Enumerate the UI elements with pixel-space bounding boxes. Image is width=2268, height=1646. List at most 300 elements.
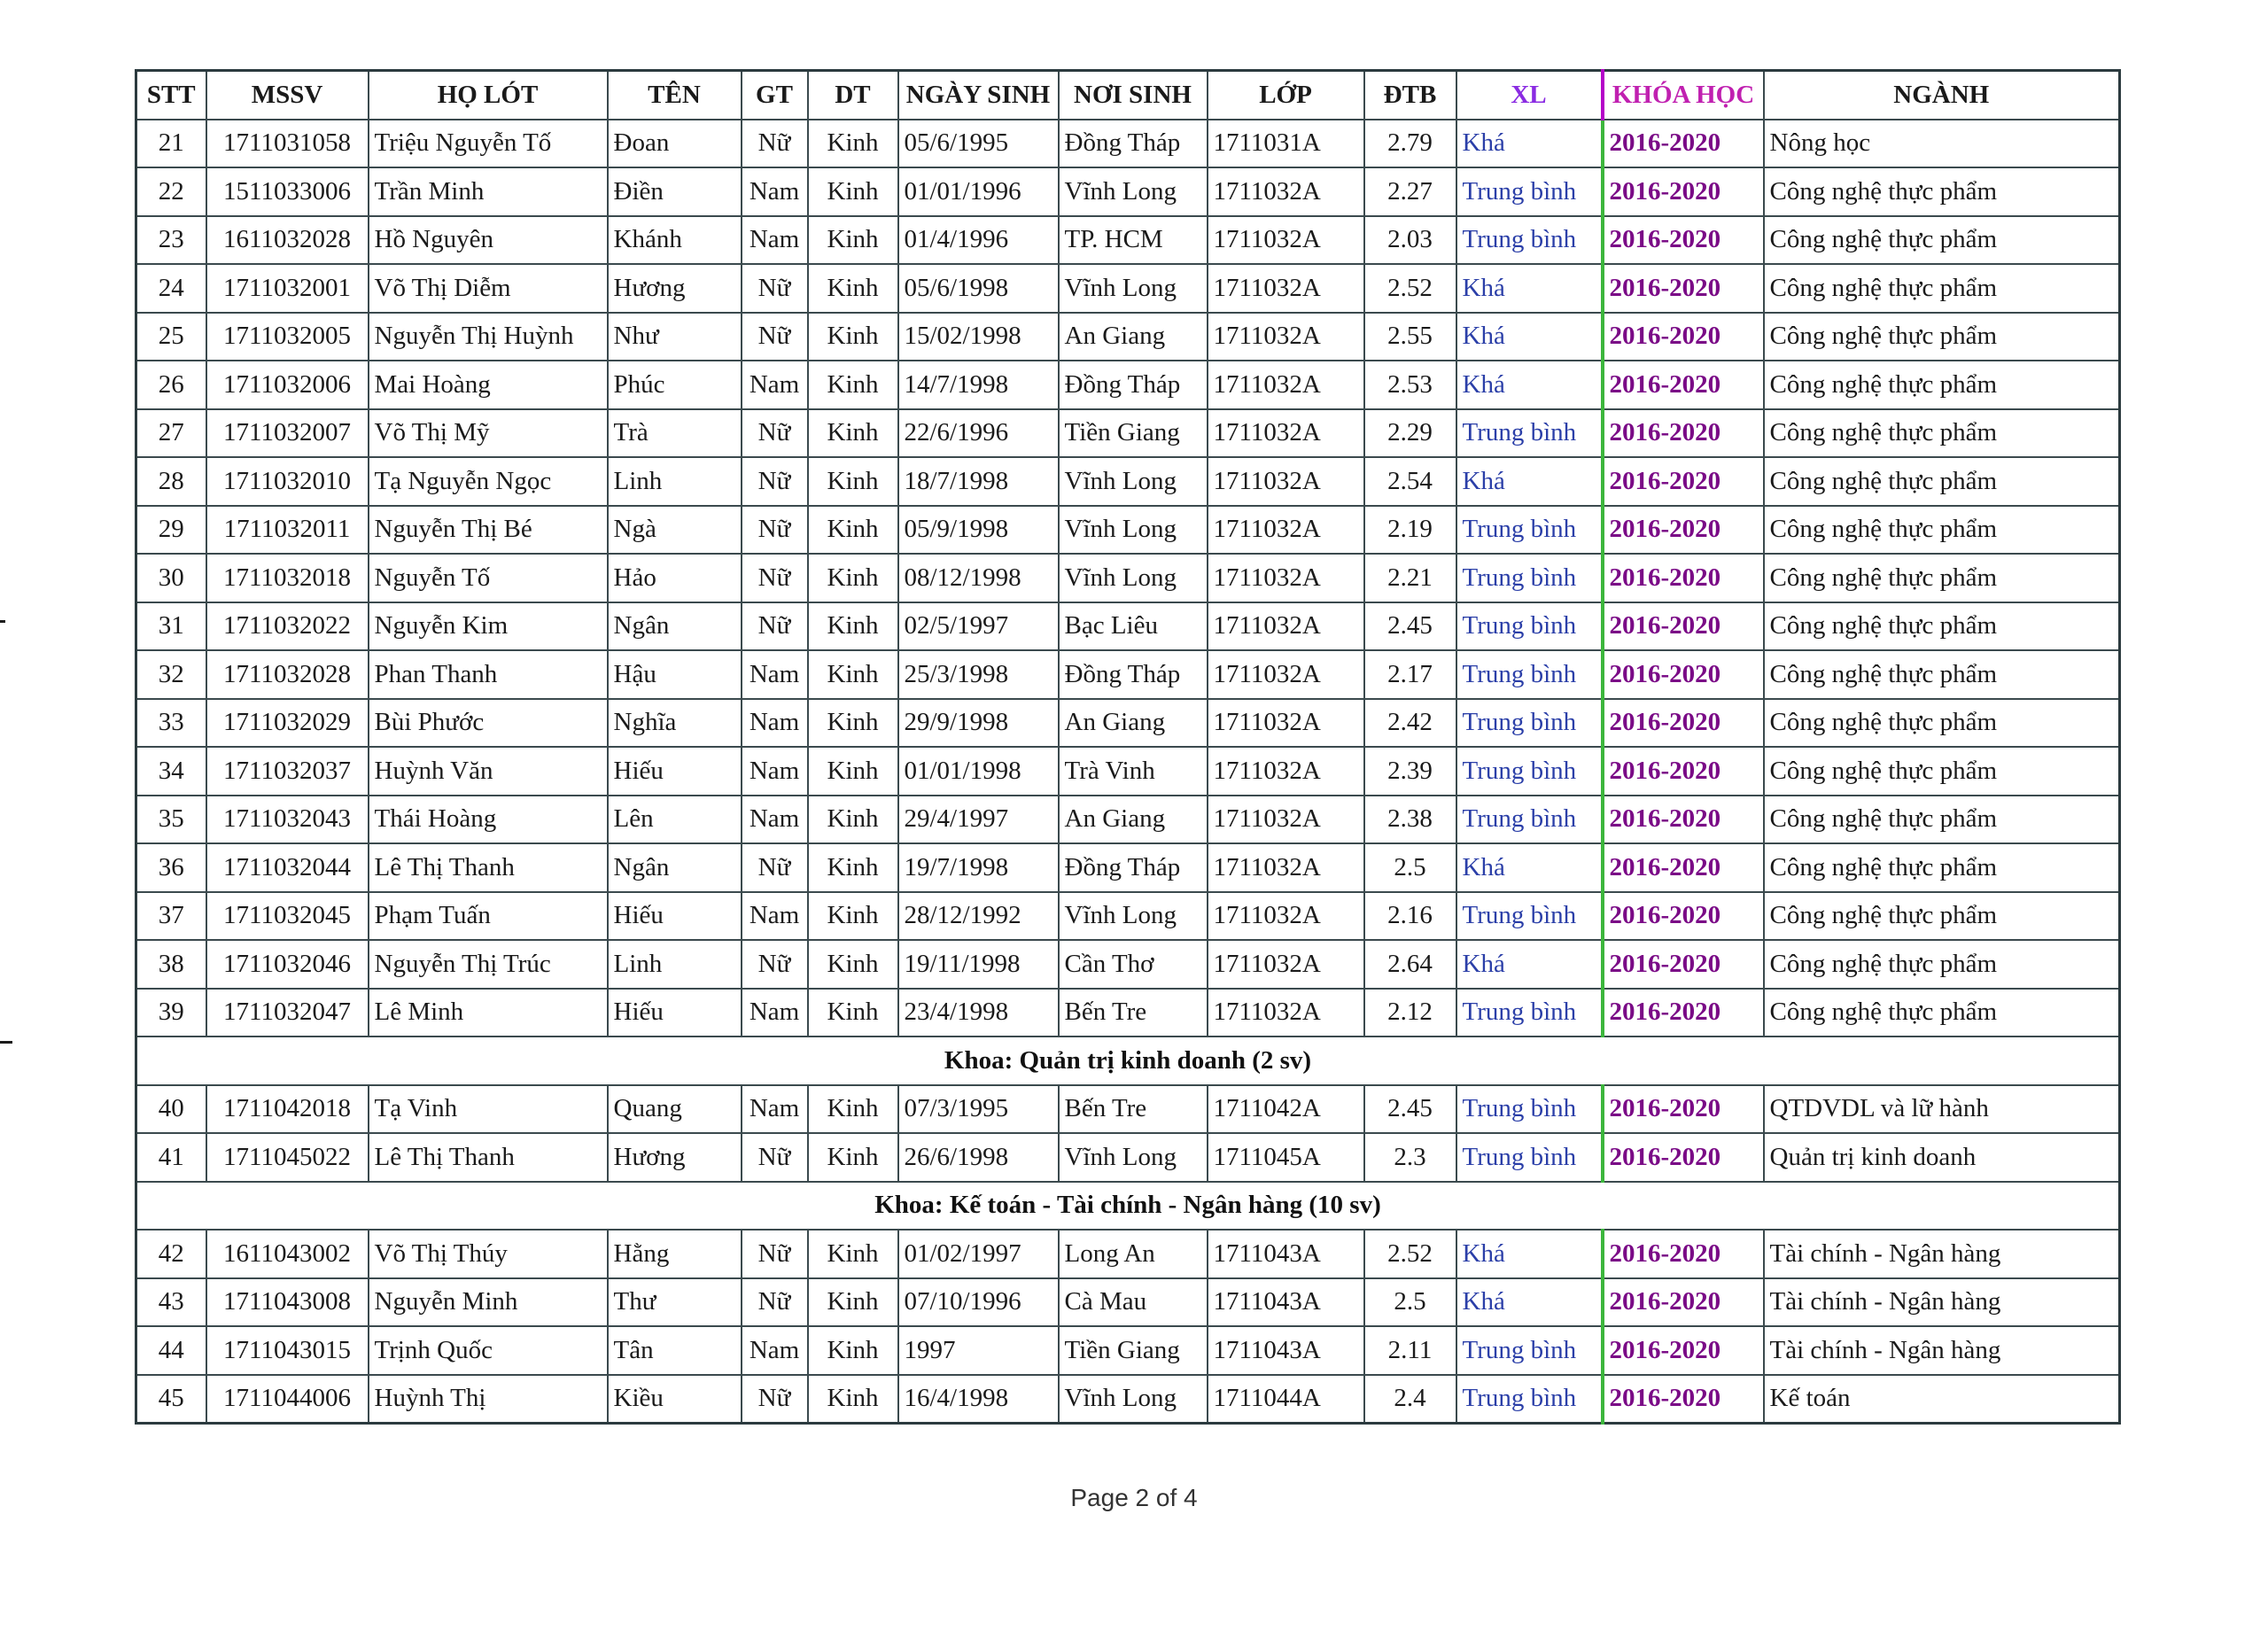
cell-ngay-sinh: 01/01/1998 [898,747,1059,796]
cell-khoa-hoc: 2016-2020 [1603,216,1764,265]
cell-khoa-hoc: 2016-2020 [1603,120,1764,168]
student-table [135,69,2121,1425]
cell-ten: Hiếu [608,989,742,1037]
cell-nganh: Công nghệ thực phẩm [1764,554,2120,602]
cell-gt: Nam [742,1326,808,1375]
cell-xl: Khá [1456,313,1603,361]
cell-ho-lot: Nguyễn Tố [369,554,608,602]
cell-xl: Trung bình [1456,506,1603,555]
cell-noi-sinh: Vĩnh Long [1059,1133,1208,1182]
cell-ngay-sinh: 29/9/1998 [898,699,1059,748]
cell-nganh: Công nghệ thực phẩm [1764,892,2120,941]
cell-noi-sinh: Trà Vinh [1059,747,1208,796]
cell-stt: 22 [136,167,206,216]
header-noi-sinh: NƠI SINH [1059,71,1208,120]
cell-nganh: Công nghệ thực phẩm [1764,216,2120,265]
cell-khoa-hoc: 2016-2020 [1603,264,1764,313]
cell-lop: 1711043A [1208,1278,1364,1327]
cell-ngay-sinh: 05/6/1998 [898,264,1059,313]
section-title: Khoa: Quản trị kinh doanh (2 sv) [136,1037,2120,1085]
cell-gt: Nữ [742,1133,808,1182]
cell-ngay-sinh: 07/10/1996 [898,1278,1059,1327]
cell-mssv: 1711032045 [206,892,369,941]
cell-ho-lot: Võ Thị Mỹ [369,409,608,458]
cell-lop: 1711032A [1208,989,1364,1037]
header-gt: GT [742,71,808,120]
cell-noi-sinh: Cà Mau [1059,1278,1208,1327]
cell-lop: 1711032A [1208,602,1364,651]
cell-lop: 1711044A [1208,1375,1364,1424]
scan-mark-left-top [0,620,5,623]
cell-ngay-sinh: 23/4/1998 [898,989,1059,1037]
cell-gt: Nữ [742,409,808,458]
cell-xl: Khá [1456,843,1603,892]
cell-stt: 36 [136,843,206,892]
cell-khoa-hoc: 2016-2020 [1603,409,1764,458]
cell-khoa-hoc: 2016-2020 [1603,1230,1764,1278]
cell-khoa-hoc: 2016-2020 [1603,506,1764,555]
cell-khoa-hoc: 2016-2020 [1603,1375,1764,1424]
cell-dtb: 2.5 [1364,843,1456,892]
cell-mssv: 1611043002 [206,1230,369,1278]
cell-ten: Hiếu [608,747,742,796]
cell-noi-sinh: Vĩnh Long [1059,1375,1208,1424]
cell-stt: 38 [136,940,206,989]
cell-noi-sinh: Tiền Giang [1059,409,1208,458]
table-row [136,602,2120,651]
cell-ten: Nghĩa [608,699,742,748]
cell-xl: Trung bình [1456,1326,1603,1375]
cell-mssv: 1711032047 [206,989,369,1037]
header-khoa-hoc: KHÓA HỌC [1603,71,1764,120]
table-row [136,409,2120,458]
cell-lop: 1711032A [1208,699,1364,748]
cell-xl: Trung bình [1456,892,1603,941]
header-xl: XL [1456,71,1603,120]
cell-stt: 24 [136,264,206,313]
cell-ngay-sinh: 1997 [898,1326,1059,1375]
cell-noi-sinh: Vĩnh Long [1059,457,1208,506]
cell-nganh: Công nghệ thực phẩm [1764,264,2120,313]
cell-lop: 1711032A [1208,361,1364,409]
cell-stt: 35 [136,796,206,844]
cell-lop: 1711032A [1208,506,1364,555]
cell-xl: Trung bình [1456,989,1603,1037]
table-row [136,1085,2120,1134]
cell-xl: Khá [1456,120,1603,168]
cell-dtb: 2.42 [1364,699,1456,748]
cell-stt: 45 [136,1375,206,1424]
cell-nganh: Công nghệ thực phẩm [1764,650,2120,699]
cell-dt: Kinh [808,457,898,506]
cell-nganh: Công nghệ thực phẩm [1764,409,2120,458]
cell-gt: Nam [742,747,808,796]
cell-xl: Trung bình [1456,747,1603,796]
cell-lop: 1711032A [1208,216,1364,265]
cell-ten: Ngân [608,602,742,651]
cell-nganh: Quản trị kinh doanh [1764,1133,2120,1182]
cell-gt: Nữ [742,1230,808,1278]
cell-mssv: 1611032028 [206,216,369,265]
cell-ten: Đoan [608,120,742,168]
cell-khoa-hoc: 2016-2020 [1603,457,1764,506]
cell-gt: Nam [742,361,808,409]
cell-dt: Kinh [808,361,898,409]
cell-ten: Điền [608,167,742,216]
cell-khoa-hoc: 2016-2020 [1603,313,1764,361]
cell-lop: 1711032A [1208,167,1364,216]
cell-khoa-hoc: 2016-2020 [1603,602,1764,651]
cell-gt: Nữ [742,602,808,651]
cell-khoa-hoc: 2016-2020 [1603,1085,1764,1134]
cell-dt: Kinh [808,167,898,216]
cell-dtb: 2.79 [1364,120,1456,168]
cell-khoa-hoc: 2016-2020 [1603,843,1764,892]
cell-stt: 37 [136,892,206,941]
cell-nganh: Kế toán [1764,1375,2120,1424]
cell-ngay-sinh: 26/6/1998 [898,1133,1059,1182]
cell-ngay-sinh: 15/02/1998 [898,313,1059,361]
cell-ngay-sinh: 22/6/1996 [898,409,1059,458]
cell-dtb: 2.52 [1364,264,1456,313]
cell-ho-lot: Võ Thị Thúy [369,1230,608,1278]
cell-dt: Kinh [808,650,898,699]
cell-stt: 34 [136,747,206,796]
cell-noi-sinh: Vĩnh Long [1059,167,1208,216]
cell-dtb: 2.29 [1364,409,1456,458]
cell-stt: 32 [136,650,206,699]
cell-lop: 1711032A [1208,892,1364,941]
table-row [136,313,2120,361]
cell-mssv: 1711045022 [206,1133,369,1182]
cell-stt: 23 [136,216,206,265]
cell-ten: Ngà [608,506,742,555]
cell-mssv: 1711032006 [206,361,369,409]
cell-khoa-hoc: 2016-2020 [1603,796,1764,844]
table-row [136,843,2120,892]
cell-mssv: 1711032043 [206,796,369,844]
cell-gt: Nam [742,892,808,941]
cell-ho-lot: Hồ Nguyên [369,216,608,265]
table-row [136,264,2120,313]
cell-gt: Nam [742,1085,808,1134]
cell-khoa-hoc: 2016-2020 [1603,940,1764,989]
table-row [136,650,2120,699]
cell-ngay-sinh: 05/6/1995 [898,120,1059,168]
cell-ho-lot: Phan Thanh [369,650,608,699]
cell-dt: Kinh [808,264,898,313]
cell-dt: Kinh [808,1230,898,1278]
cell-dtb: 2.12 [1364,989,1456,1037]
page-footer: Page 2 of 4 [1070,1484,1198,1511]
cell-xl: Trung bình [1456,554,1603,602]
section-header-ketoan [136,1182,2120,1231]
cell-nganh: Công nghệ thực phẩm [1764,506,2120,555]
header-row [136,71,2120,120]
cell-xl: Trung bình [1456,409,1603,458]
cell-ngay-sinh: 05/9/1998 [898,506,1059,555]
cell-dtb: 2.16 [1364,892,1456,941]
cell-stt: 27 [136,409,206,458]
cell-ten: Hương [608,1133,742,1182]
cell-noi-sinh: Bến Tre [1059,989,1208,1037]
cell-stt: 21 [136,120,206,168]
cell-ten: Hương [608,264,742,313]
cell-noi-sinh: Đồng Tháp [1059,361,1208,409]
cell-stt: 44 [136,1326,206,1375]
cell-lop: 1711032A [1208,940,1364,989]
cell-ngay-sinh: 08/12/1998 [898,554,1059,602]
group-b-rows [136,1085,2120,1182]
cell-gt: Nữ [742,120,808,168]
cell-mssv: 1711042018 [206,1085,369,1134]
cell-khoa-hoc: 2016-2020 [1603,1278,1764,1327]
header-ten: TÊN [608,71,742,120]
cell-mssv: 1711032046 [206,940,369,989]
cell-ten: Hậu [608,650,742,699]
cell-ho-lot: Tạ Vinh [369,1085,608,1134]
cell-ten: Phúc [608,361,742,409]
cell-dtb: 2.4 [1364,1375,1456,1424]
cell-ho-lot: Nguyễn Thị Huỳnh [369,313,608,361]
cell-ho-lot: Trịnh Quốc [369,1326,608,1375]
cell-xl: Trung bình [1456,1133,1603,1182]
cell-khoa-hoc: 2016-2020 [1603,167,1764,216]
cell-dtb: 2.5 [1364,1278,1456,1327]
header-lop: LỚP [1208,71,1364,120]
table-row [136,167,2120,216]
cell-dtb: 2.3 [1364,1133,1456,1182]
cell-ngay-sinh: 25/3/1998 [898,650,1059,699]
cell-khoa-hoc: 2016-2020 [1603,650,1764,699]
cell-dtb: 2.03 [1364,216,1456,265]
cell-gt: Nữ [742,313,808,361]
cell-gt: Nam [742,167,808,216]
cell-dt: Kinh [808,747,898,796]
cell-nganh: Công nghệ thực phẩm [1764,747,2120,796]
cell-ngay-sinh: 02/5/1997 [898,602,1059,651]
cell-gt: Nữ [742,457,808,506]
cell-noi-sinh: Vĩnh Long [1059,506,1208,555]
cell-lop: 1711042A [1208,1085,1364,1134]
cell-ngay-sinh: 01/02/1997 [898,1230,1059,1278]
cell-mssv: 1711043008 [206,1278,369,1327]
cell-mssv: 1711032005 [206,313,369,361]
cell-stt: 31 [136,602,206,651]
cell-noi-sinh: Vĩnh Long [1059,554,1208,602]
cell-noi-sinh: Vĩnh Long [1059,892,1208,941]
cell-xl: Trung bình [1456,650,1603,699]
cell-noi-sinh: Đồng Tháp [1059,120,1208,168]
cell-dt: Kinh [808,120,898,168]
cell-stt: 26 [136,361,206,409]
table-row [136,989,2120,1037]
cell-nganh: Công nghệ thực phẩm [1764,602,2120,651]
table-row [136,1278,2120,1327]
cell-mssv: 1711032010 [206,457,369,506]
cell-xl: Khá [1456,940,1603,989]
cell-ngay-sinh: 07/3/1995 [898,1085,1059,1134]
cell-nganh: Công nghệ thực phẩm [1764,361,2120,409]
cell-nganh: QTDVDL và lữ hành [1764,1085,2120,1134]
cell-khoa-hoc: 2016-2020 [1603,1326,1764,1375]
cell-dt: Kinh [808,313,898,361]
cell-mssv: 1711032037 [206,747,369,796]
cell-nganh: Công nghệ thực phẩm [1764,843,2120,892]
cell-noi-sinh: Đồng Tháp [1059,650,1208,699]
cell-ho-lot: Nguyễn Thị Bé [369,506,608,555]
cell-ten: Linh [608,457,742,506]
cell-xl: Khá [1456,361,1603,409]
cell-xl: Trung bình [1456,167,1603,216]
cell-dt: Kinh [808,506,898,555]
header-ngay-sinh: NGÀY SINH [898,71,1059,120]
cell-ho-lot: Huỳnh Văn [369,747,608,796]
cell-ten: Linh [608,940,742,989]
cell-dtb: 2.38 [1364,796,1456,844]
cell-dt: Kinh [808,1375,898,1424]
header-nganh: NGÀNH [1764,71,2120,120]
cell-ten: Hảo [608,554,742,602]
cell-dtb: 2.45 [1364,1085,1456,1134]
scan-mark-left-bottom [0,1041,12,1044]
table-row [136,1375,2120,1424]
cell-nganh: Nông học [1764,120,2120,168]
cell-dt: Kinh [808,796,898,844]
cell-dt: Kinh [808,602,898,651]
cell-mssv: 1511033006 [206,167,369,216]
cell-dtb: 2.17 [1364,650,1456,699]
cell-ho-lot: Trần Minh [369,167,608,216]
cell-dt: Kinh [808,843,898,892]
cell-dt: Kinh [808,892,898,941]
cell-noi-sinh: TP. HCM [1059,216,1208,265]
cell-ho-lot: Nguyễn Kim [369,602,608,651]
cell-ho-lot: Tạ Nguyễn Ngọc [369,457,608,506]
cell-mssv: 1711032029 [206,699,369,748]
cell-ten: Thư [608,1278,742,1327]
table-row [136,1133,2120,1182]
cell-dt: Kinh [808,409,898,458]
cell-lop: 1711031A [1208,120,1364,168]
cell-noi-sinh: Cần Thơ [1059,940,1208,989]
cell-mssv: 1711032018 [206,554,369,602]
cell-gt: Nữ [742,940,808,989]
cell-stt: 43 [136,1278,206,1327]
cell-ho-lot: Bùi Phước [369,699,608,748]
cell-mssv: 1711032001 [206,264,369,313]
cell-gt: Nữ [742,264,808,313]
cell-ten: Kiều [608,1375,742,1424]
cell-stt: 28 [136,457,206,506]
cell-nganh: Tài chính - Ngân hàng [1764,1278,2120,1327]
cell-dtb: 2.27 [1364,167,1456,216]
cell-nganh: Công nghệ thực phẩm [1764,796,2120,844]
table-row [136,554,2120,602]
cell-lop: 1711043A [1208,1326,1364,1375]
group-a-rows [136,120,2120,1037]
cell-xl: Trung bình [1456,1375,1603,1424]
cell-mssv: 1711031058 [206,120,369,168]
cell-gt: Nữ [742,1375,808,1424]
cell-nganh: Tài chính - Ngân hàng [1764,1230,2120,1278]
cell-noi-sinh: Bến Tre [1059,1085,1208,1134]
cell-nganh: Công nghệ thực phẩm [1764,940,2120,989]
cell-noi-sinh: An Giang [1059,699,1208,748]
cell-nganh: Công nghệ thực phẩm [1764,167,2120,216]
cell-dt: Kinh [808,699,898,748]
cell-lop: 1711032A [1208,313,1364,361]
cell-ho-lot: Phạm Tuấn [369,892,608,941]
cell-nganh: Công nghệ thực phẩm [1764,457,2120,506]
table-row [136,940,2120,989]
cell-dtb: 2.45 [1364,602,1456,651]
cell-noi-sinh: Long An [1059,1230,1208,1278]
cell-ngay-sinh: 19/7/1998 [898,843,1059,892]
cell-dtb: 2.54 [1364,457,1456,506]
cell-mssv: 1711032044 [206,843,369,892]
cell-gt: Nữ [742,554,808,602]
cell-xl: Trung bình [1456,602,1603,651]
cell-lop: 1711032A [1208,264,1364,313]
cell-noi-sinh: Bạc Liêu [1059,602,1208,651]
table-row [136,506,2120,555]
table-row [136,120,2120,168]
header-stt: STT [136,71,206,120]
cell-lop: 1711032A [1208,409,1364,458]
cell-ten: Lên [608,796,742,844]
cell-dtb: 2.55 [1364,313,1456,361]
cell-ten: Như [608,313,742,361]
cell-gt: Nam [742,989,808,1037]
cell-xl: Khá [1456,457,1603,506]
cell-khoa-hoc: 2016-2020 [1603,361,1764,409]
cell-stt: 39 [136,989,206,1037]
table-row [136,892,2120,941]
cell-dtb: 2.21 [1364,554,1456,602]
cell-ho-lot: Mai Hoàng [369,361,608,409]
cell-lop: 1711045A [1208,1133,1364,1182]
cell-dt: Kinh [808,216,898,265]
header-dt: DT [808,71,898,120]
cell-mssv: 1711032007 [206,409,369,458]
cell-khoa-hoc: 2016-2020 [1603,747,1764,796]
cell-stt: 29 [136,506,206,555]
cell-noi-sinh: An Giang [1059,313,1208,361]
cell-ngay-sinh: 01/4/1996 [898,216,1059,265]
cell-gt: Nữ [742,506,808,555]
cell-noi-sinh: Tiền Giang [1059,1326,1208,1375]
cell-dt: Kinh [808,1278,898,1327]
cell-dt: Kinh [808,1085,898,1134]
cell-gt: Nam [742,216,808,265]
cell-ho-lot: Lê Minh [369,989,608,1037]
cell-lop: 1711032A [1208,843,1364,892]
cell-dtb: 2.53 [1364,361,1456,409]
cell-stt: 33 [136,699,206,748]
cell-lop: 1711032A [1208,796,1364,844]
cell-lop: 1711032A [1208,650,1364,699]
section-header-qtkd [136,1037,2120,1085]
table-row [136,699,2120,748]
header-dtb: ĐTB [1364,71,1456,120]
cell-stt: 25 [136,313,206,361]
cell-dt: Kinh [808,1133,898,1182]
cell-ho-lot: Huỳnh Thị [369,1375,608,1424]
cell-ngay-sinh: 14/7/1998 [898,361,1059,409]
cell-gt: Nữ [742,1278,808,1327]
cell-gt: Nam [742,699,808,748]
